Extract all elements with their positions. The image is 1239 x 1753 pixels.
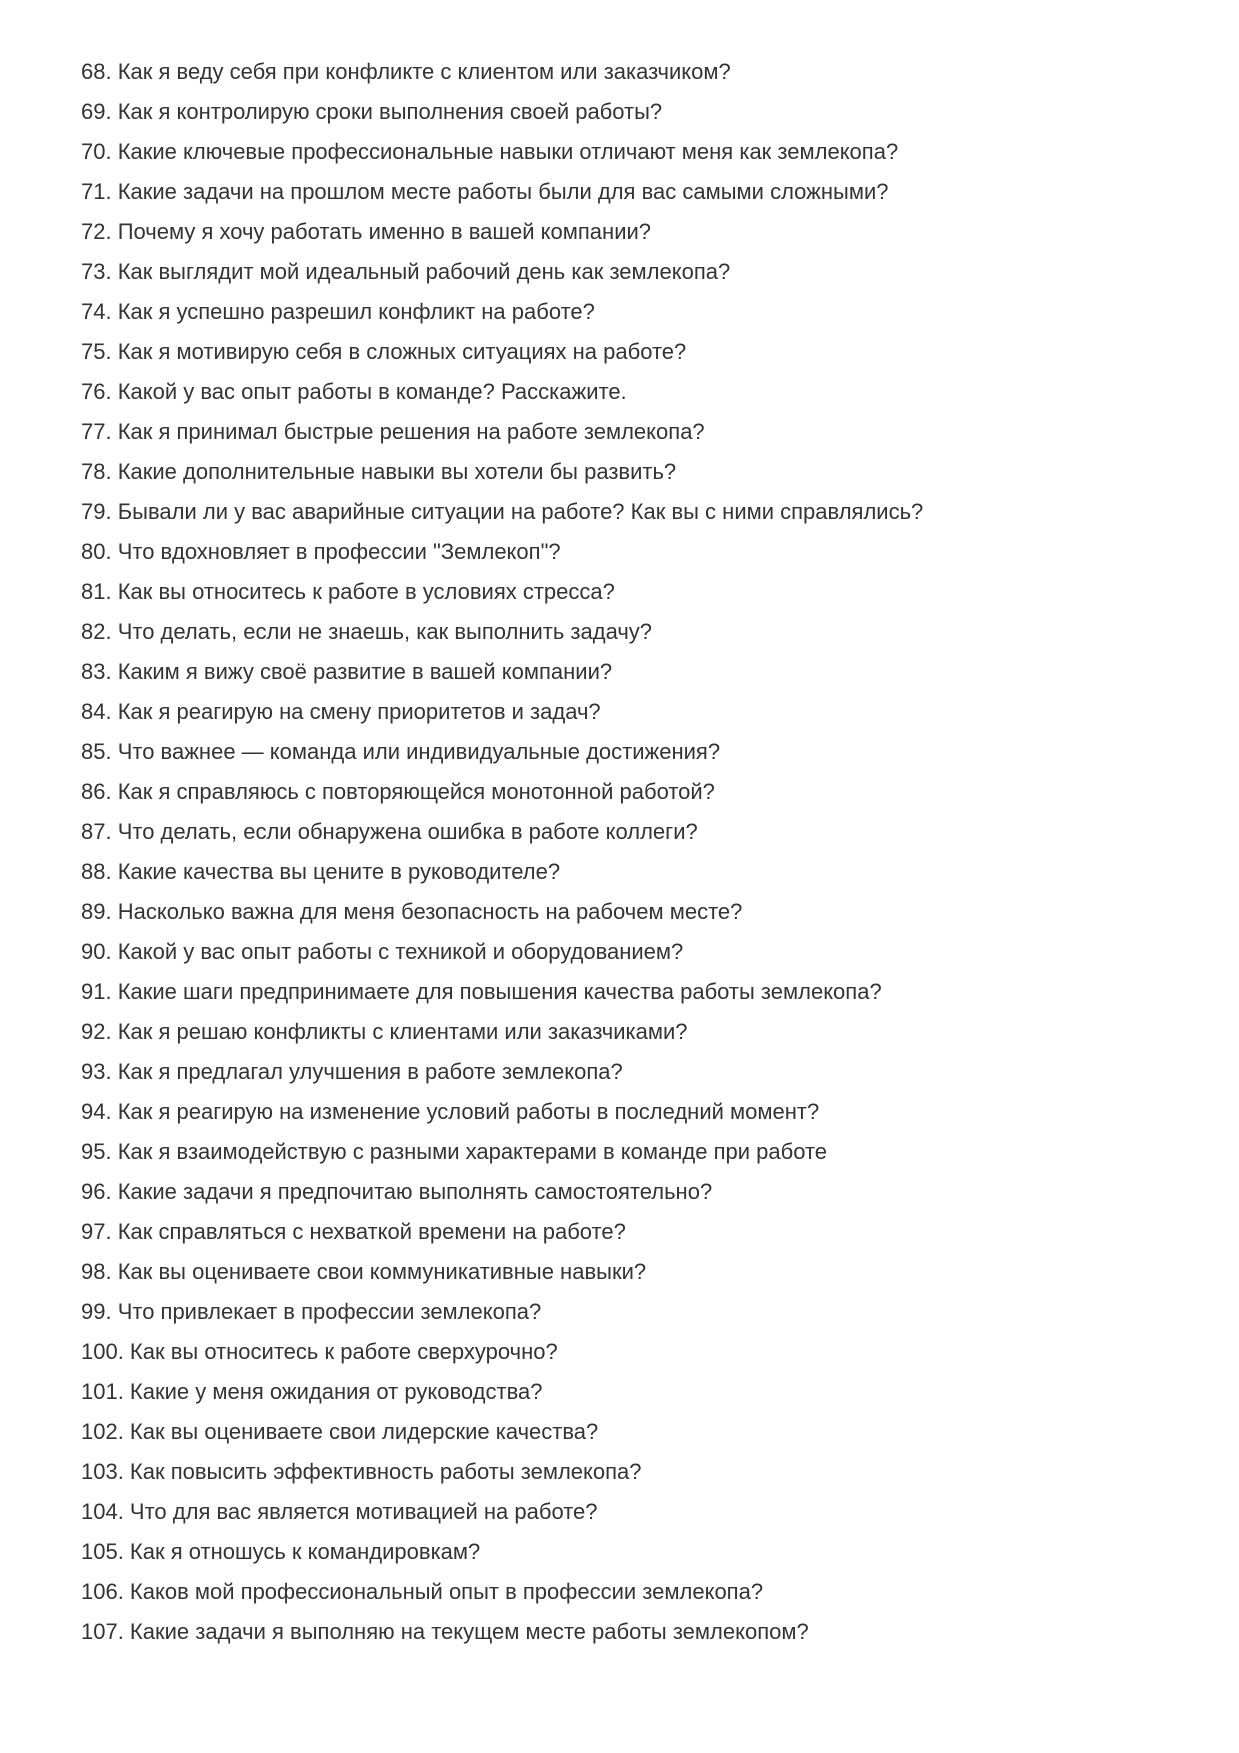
list-item: 96. Какие задачи я предпочитаю выполнять самостоятельно? [81, 1179, 713, 1204]
list-item: 103. Как повысить эффективность работы землекопа? [81, 1459, 642, 1484]
list-item: 88. Какие качества вы цените в руководителе? [81, 859, 561, 884]
list-item: 99. Что привлекает в профессии землекопа? [81, 1299, 542, 1324]
list-item: 94. Как я реагирую на изменение условий работы в последний момент? [81, 1099, 820, 1124]
list-item: 97. Как справляться с нехваткой времени на работе? [81, 1219, 626, 1244]
list-item: 100. Как вы относитесь к работе сверхурочно? [81, 1339, 558, 1364]
list-item: 75. Как я мотивирую себя в сложных ситуациях на работе? [81, 339, 687, 364]
list-item: 77. Как я принимал быстрые решения на работе землекопа? [81, 419, 705, 444]
list-item: 73. Как выглядит мой идеальный рабочий день как землекопа? [81, 259, 731, 284]
list-item: 68. Как я веду себя при конфликте с клиентом или заказчиком? [81, 59, 731, 84]
list-item: 98. Как вы оцениваете свои коммуникативные навыки? [81, 1259, 647, 1284]
list-item: 105. Как я отношусь к командировкам? [81, 1539, 481, 1564]
list-item: 71. Какие задачи на прошлом месте работы были для вас самыми сложными? [81, 179, 889, 204]
list-item: 91. Какие шаги предпринимаете для повышения качества работы землекопа? [81, 979, 882, 1004]
list-item: 102. Как вы оцениваете свои лидерские качества? [81, 1419, 599, 1444]
list-item: 93. Как я предлагал улучшения в работе землекопа? [81, 1059, 623, 1084]
list-item: 107. Какие задачи я выполняю на текущем месте работы землекопом? [81, 1619, 809, 1644]
list-item: 90. Какой у вас опыт работы с техникой и оборудованием? [81, 939, 684, 964]
list-item: 87. Что делать, если обнаружена ошибка в работе коллеги? [81, 819, 698, 844]
list-item: 92. Как я решаю конфликты с клиентами или заказчиками? [81, 1019, 688, 1044]
list-item: 69. Как я контролирую сроки выполнения своей работы? [81, 99, 663, 124]
list-item: 89. Насколько важна для меня безопасность на рабочем месте? [81, 899, 743, 924]
list-item: 85. Что важнее — команда или индивидуальные достижения? [81, 739, 721, 764]
list-item: 74. Как я успешно разрешил конфликт на работе? [81, 299, 595, 324]
question-list [81, 52, 1179, 1652]
list-item: 83. Каким я вижу своё развитие в вашей компании? [81, 659, 613, 684]
list-item: 70. Какие ключевые профессиональные навыки отличают меня как землекопа? [81, 139, 899, 164]
list-item: 76. Какой у вас опыт работы в команде? Расскажите. [81, 379, 627, 404]
list-item: 81. Как вы относитесь к работе в условиях стресса? [81, 579, 615, 604]
list-item: 72. Почему я хочу работать именно в вашей компании? [81, 219, 652, 244]
list-item: 86. Как я справляюсь с повторяющейся монотонной работой? [81, 779, 715, 804]
list-item: 80. Что вдохновляет в профессии "Землекоп"? [81, 539, 561, 564]
list-item: 104. Что для вас является мотивацией на работе? [81, 1499, 598, 1524]
list-item: 78. Какие дополнительные навыки вы хотели бы развить? [81, 459, 677, 484]
list-item: 106. Каков мой профессиональный опыт в профессии землекопа? [81, 1579, 764, 1604]
list-item: 79. Бывали ли у вас аварийные ситуации на работе? Как вы с ними справлялись? [81, 499, 924, 524]
list-item: 95. Как я взаимодействую с разными характерами в команде при работе [81, 1139, 828, 1164]
list-item: 84. Как я реагирую на смену приоритетов и задач? [81, 699, 601, 724]
list-item: 82. Что делать, если не знаешь, как выполнить задачу? [81, 619, 653, 644]
list-item: 101. Какие у меня ожидания от руководства? [81, 1379, 543, 1404]
